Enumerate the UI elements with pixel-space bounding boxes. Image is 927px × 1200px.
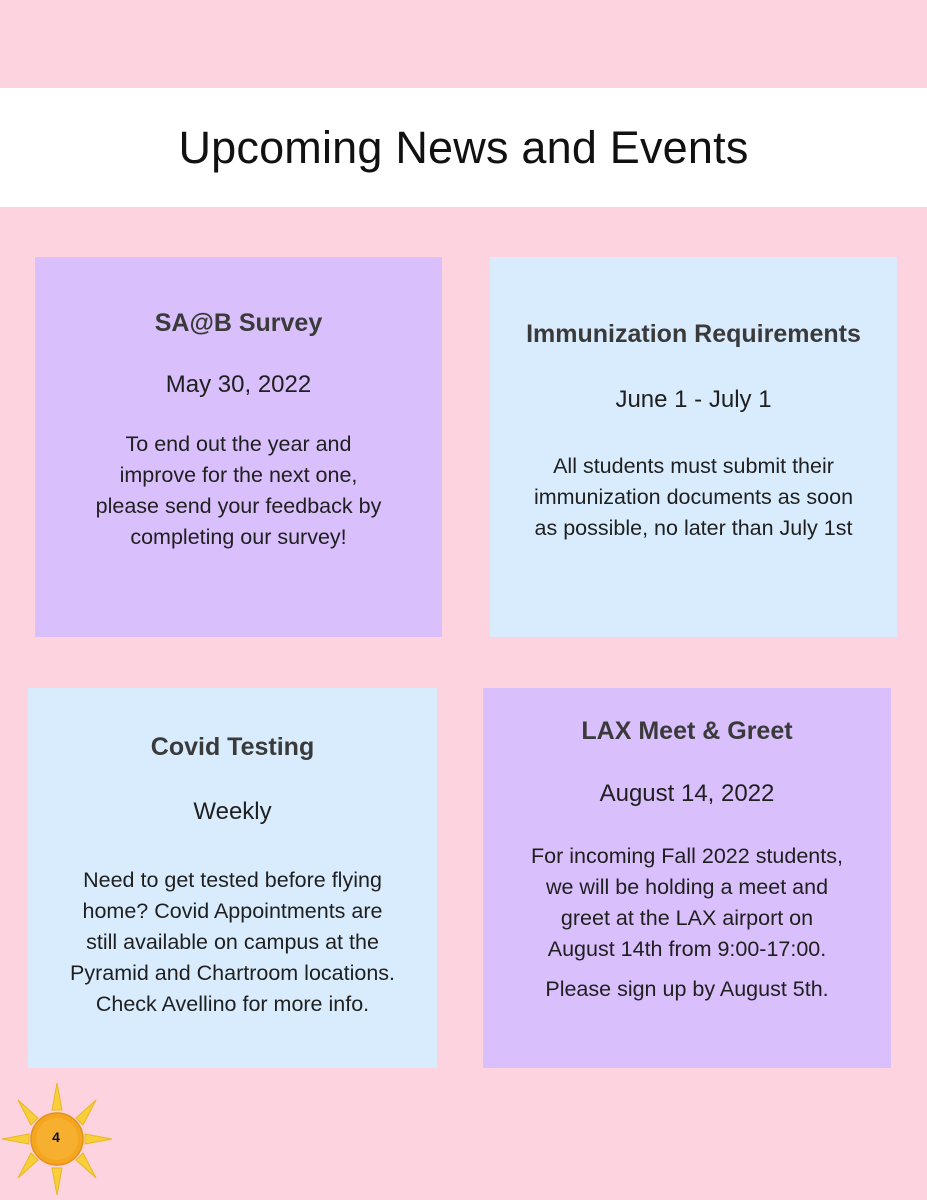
event-title: Immunization Requirements: [526, 320, 861, 348]
event-description: [490, 451, 897, 544]
description-line: Check Avellino for more info.: [95, 992, 370, 1016]
event-card-lax-meet-greet: [483, 688, 891, 1068]
page-number: 4: [52, 1129, 60, 1145]
event-card-covid-testing: [28, 688, 437, 1068]
description-line: completing our survey!: [130, 525, 347, 549]
event-title: LAX Meet & Greet: [581, 717, 793, 745]
event-date: Weekly: [193, 798, 272, 825]
description-line: we will be holding a meet and: [545, 875, 829, 899]
description-line: All students must submit their: [553, 454, 834, 478]
description-line: immunization documents as soon: [533, 485, 854, 509]
page-title: Upcoming News and Events: [178, 121, 749, 173]
event-description: [35, 429, 442, 553]
description-line: still available on campus at the: [86, 930, 379, 954]
description-line: To end out the year and: [125, 432, 352, 456]
description-line: greet at the LAX airport on: [560, 906, 814, 930]
description-line: improve for the next one,: [119, 463, 358, 487]
description-line: August 14th from 9:00-17:00.: [547, 937, 827, 961]
event-description: [483, 841, 891, 965]
description-line: Need to get tested before flying: [83, 868, 382, 892]
event-card-immunization: [490, 257, 897, 637]
event-date: August 14, 2022: [599, 780, 775, 807]
description-line: as possible, no later than July 1st: [534, 516, 853, 540]
event-card-survey: [35, 257, 442, 637]
description-line: For incoming Fall 2022 students,: [531, 844, 843, 868]
description-line: please send your feedback by: [95, 494, 382, 518]
title-banner: [0, 88, 927, 207]
event-date: May 30, 2022: [165, 371, 312, 398]
event-note: Please sign up by August 5th.: [545, 977, 829, 1001]
event-title: Covid Testing: [150, 733, 315, 761]
event-title: SA@B Survey: [154, 309, 323, 337]
event-date: June 1 - July 1: [615, 386, 772, 413]
event-description: [28, 865, 437, 1020]
description-line: home? Covid Appointments are: [82, 899, 383, 923]
description-line: Pyramid and Chartroom locations.: [69, 961, 396, 985]
